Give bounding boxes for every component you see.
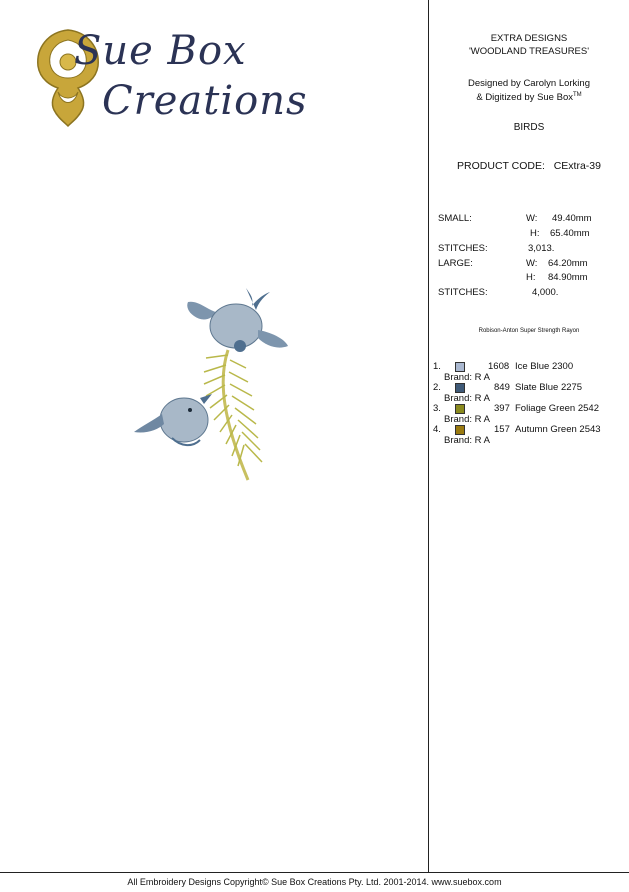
thread-brand: Brand: R A — [444, 372, 490, 383]
product-code — [429, 160, 629, 172]
thread-name: Foliage Green 2542 — [515, 403, 599, 414]
thread-number: 4. — [433, 424, 441, 435]
footer-divider — [0, 872, 629, 873]
thread-brand: Brand: R A — [444, 393, 490, 404]
thread-code: 849 — [494, 382, 510, 393]
thread-brand: Brand: R A — [444, 414, 490, 425]
small-height: 65.40mm — [550, 228, 590, 239]
thread-name: Autumn Green 2543 — [515, 424, 601, 435]
small-w-label: W: — [526, 213, 538, 224]
series-title: EXTRA DESIGNS — [490, 33, 568, 44]
designer-credit: Designed by Carolyn Lorking — [468, 78, 590, 89]
thread-color-swatch — [455, 425, 465, 435]
thread-number: 2. — [433, 382, 441, 393]
large-stitches-label: STITCHES: — [438, 287, 488, 298]
small-stitches-label: STITCHES: — [438, 243, 488, 254]
large-stitches: 4,000. — [532, 287, 559, 298]
product-code-label: PRODUCT CODE: — [457, 160, 545, 172]
logo-text-line1: Sue Box — [74, 28, 247, 74]
thread-name: Slate Blue 2275 — [515, 382, 583, 393]
thread-brand: Brand: R A — [444, 435, 490, 446]
logo-text-line2: Creations — [102, 78, 308, 124]
product-code-value: CExtra-39 — [553, 160, 601, 172]
large-width: 64.20mm — [548, 258, 588, 269]
large-label: LARGE: — [438, 258, 473, 269]
thread-brand-note: Robison-Anton Super Strength Rayon — [478, 328, 580, 334]
digitizer-credit: & Digitized by Sue Box™ — [476, 92, 582, 104]
large-w-label: W: — [526, 258, 538, 269]
small-h-label: H: — [530, 228, 540, 239]
feather-spray-icon — [204, 350, 262, 480]
design-name: BIRDS — [513, 122, 545, 133]
sue-box-logo — [28, 22, 308, 132]
collection-name: 'WOODLAND TREASURES' — [468, 46, 590, 57]
top-bird-icon — [187, 288, 288, 352]
trademark: TM — [572, 92, 582, 98]
thread-color-swatch — [455, 362, 465, 372]
thread-name: Ice Blue 2300 — [515, 361, 574, 372]
thread-color-swatch — [455, 383, 465, 393]
copyright-footer: All Embroidery Designs Copyright© Sue Box Creations Pty. Ltd. 2001-2014. www.suebox.com — [127, 877, 502, 887]
large-h-label: H: — [526, 272, 536, 283]
thread-code: 157 — [494, 424, 510, 435]
large-height: 84.90mm — [548, 272, 588, 283]
thread-number: 1. — [433, 361, 441, 372]
small-label: SMALL: — [438, 213, 472, 224]
birds-embroidery-image — [128, 280, 298, 490]
small-width: 49.40mm — [552, 213, 592, 224]
bottom-bird-icon — [134, 394, 212, 445]
thread-number: 3. — [433, 403, 441, 414]
thread-color-swatch — [455, 404, 465, 414]
thread-code: 397 — [494, 403, 510, 414]
small-stitches: 3,013. — [528, 243, 555, 254]
thread-code: 1608 — [488, 361, 510, 372]
